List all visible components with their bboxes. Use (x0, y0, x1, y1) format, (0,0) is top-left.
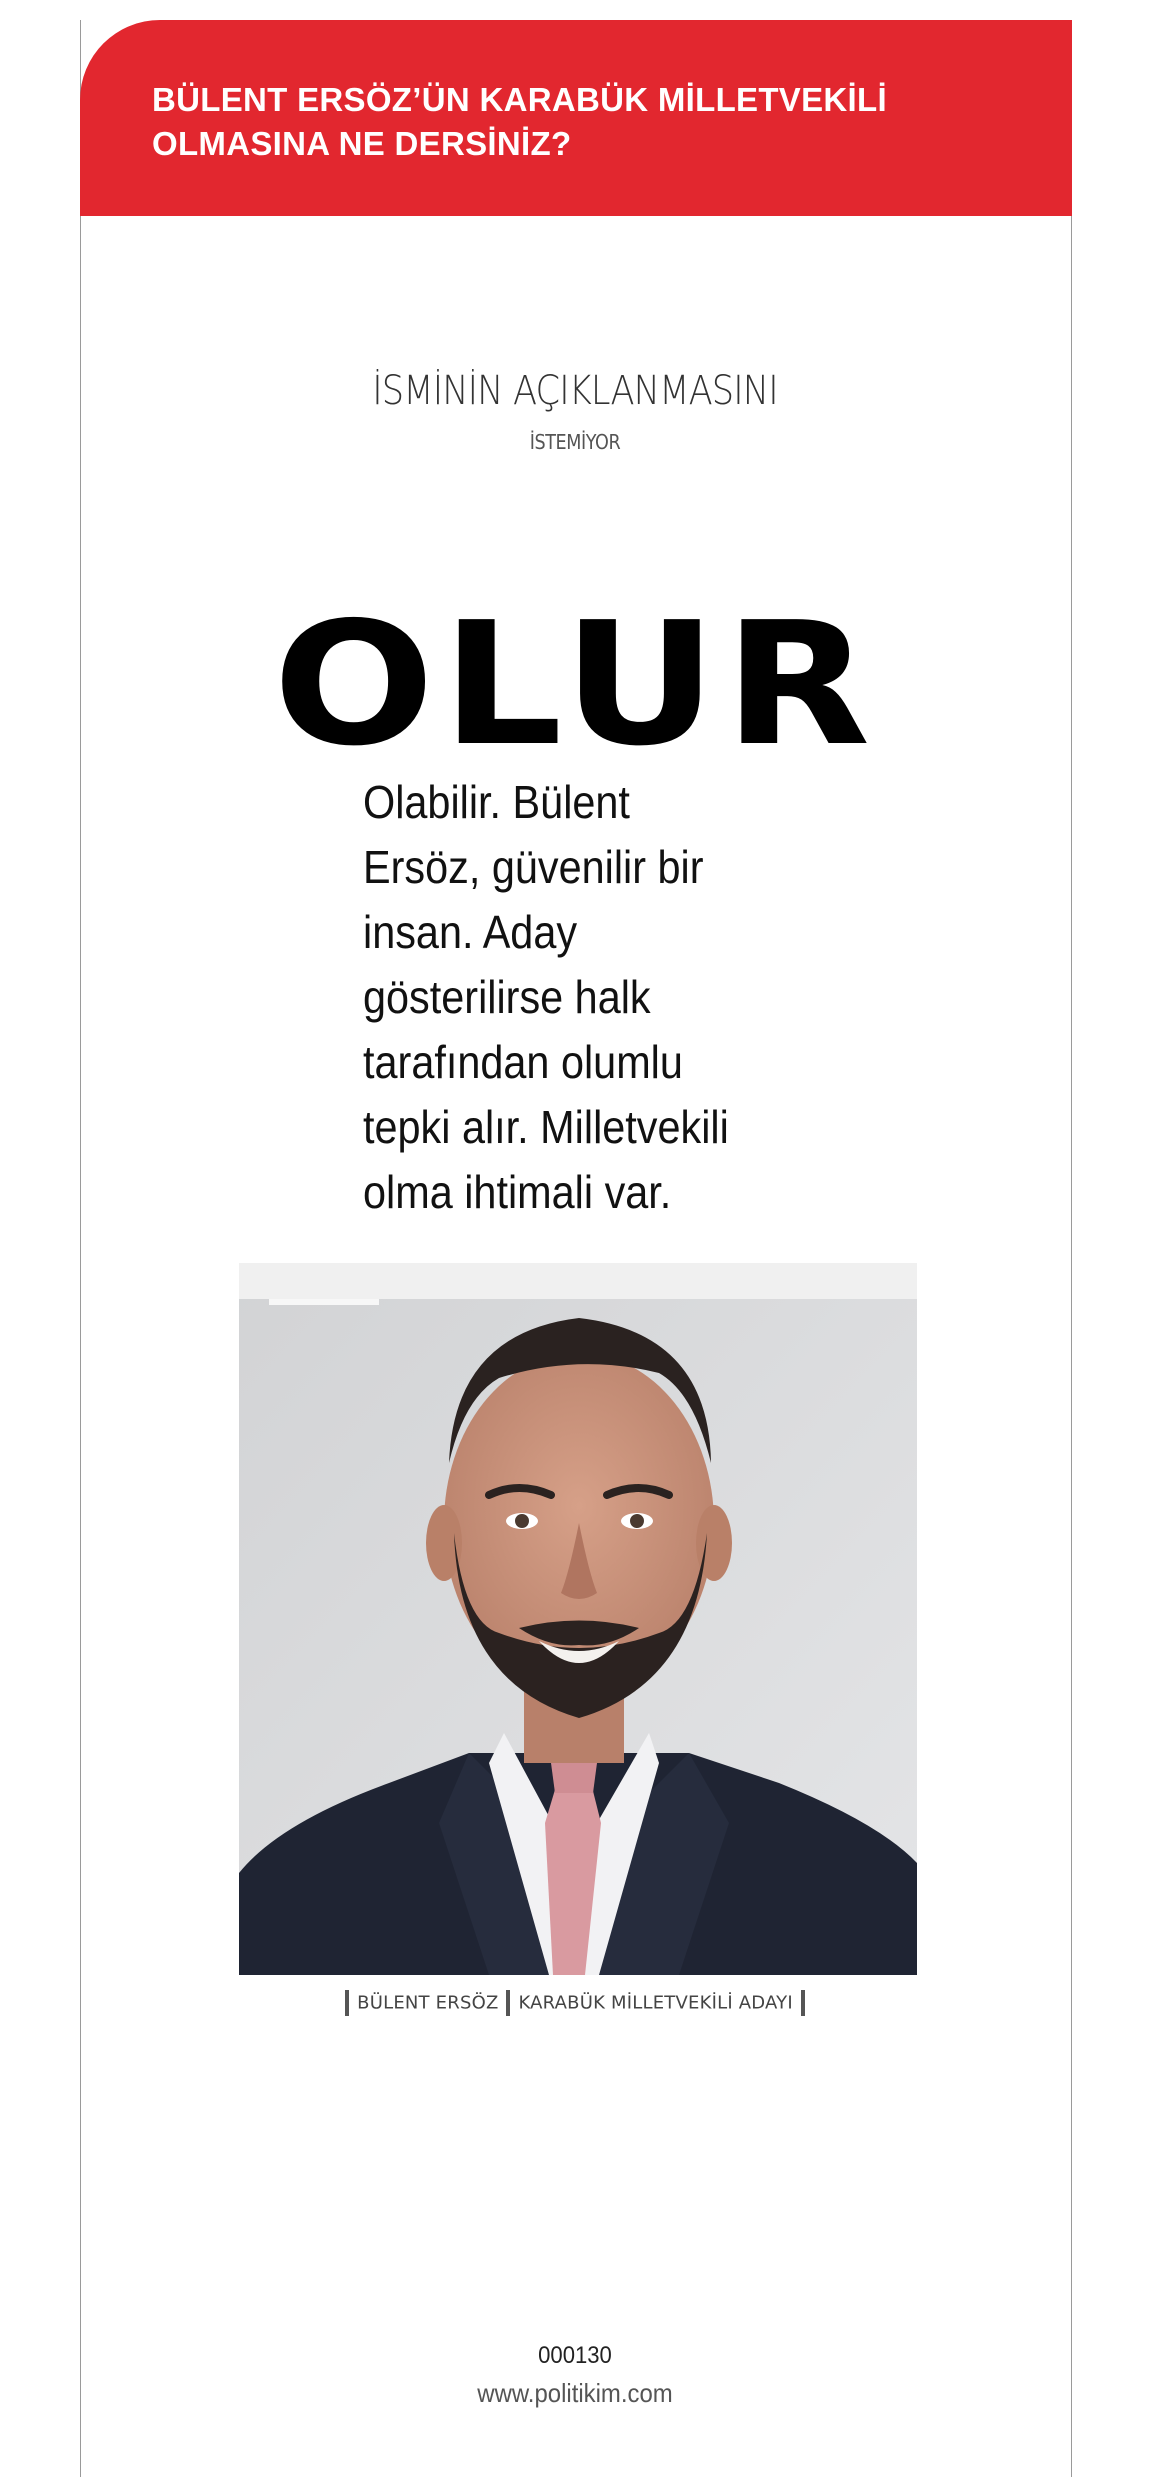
question-title-line-2: OLMASINA NE DERSİNİZ? (152, 125, 572, 162)
caption-divider (345, 1990, 349, 2016)
photo-caption (0, 1990, 1150, 2016)
answer-line: insan. Aday (363, 906, 578, 958)
question-title-line-1: BÜLENT ERSÖZ’ÜN KARABÜK MİLLETVEKİLİ (152, 81, 887, 118)
site-link[interactable]: www.politikim.com (477, 2378, 673, 2408)
answer-line: olma ihtimali var. (363, 1166, 672, 1218)
caption-divider (506, 1990, 510, 2016)
verdict-heading: OLUR (272, 586, 878, 784)
answer-line: Olabilir. Bülent (363, 776, 630, 828)
caption-divider (801, 1990, 805, 2016)
candidate-portrait-illustration (239, 1263, 917, 1975)
answer-line: tarafından olumlu (363, 1036, 683, 1088)
respondent-name: İSMİNİN AÇIKLANMASINI (372, 368, 778, 414)
respondent-subtitle: İSTEMİYOR (529, 430, 621, 454)
caption-name: BÜLENT ERSÖZ (357, 1992, 499, 2014)
answer-line: gösterilirse halk (363, 971, 651, 1023)
answer-text (363, 770, 759, 1225)
answer-line: Ersöz, güvenilir bir (363, 841, 704, 893)
answer-line: tepki alır. Milletvekili (363, 1101, 729, 1153)
question-title (152, 78, 1012, 166)
entry-code: 000130 (538, 2342, 612, 2369)
candidate-photo (239, 1263, 917, 1975)
caption-role: KARABÜK MİLLETVEKİLİ ADAYI (518, 1992, 793, 2014)
